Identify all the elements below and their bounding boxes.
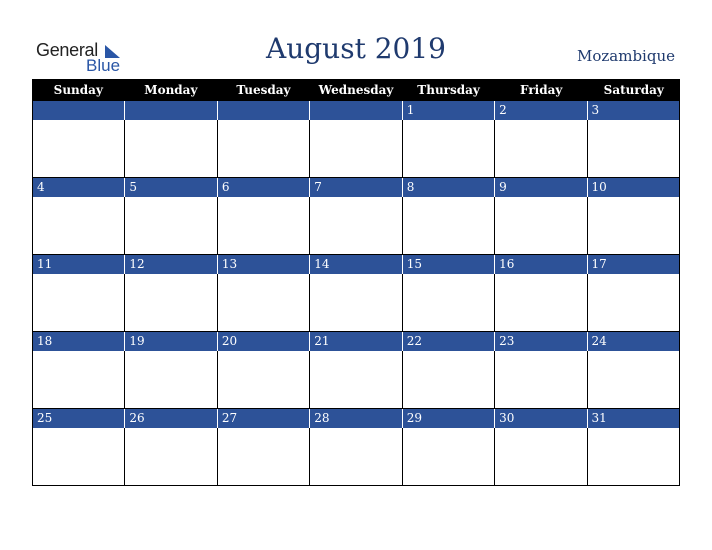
- day-number: [217, 101, 309, 120]
- day-number: 27: [217, 409, 309, 428]
- day-cell[interactable]: [587, 351, 679, 408]
- day-number: 7: [309, 178, 401, 197]
- day-cell[interactable]: [217, 120, 309, 177]
- day-cells: [33, 197, 679, 254]
- weekday-label: Sunday: [53, 83, 103, 97]
- day-cell[interactable]: [33, 274, 124, 331]
- day-cell[interactable]: [33, 351, 124, 408]
- day-cell[interactable]: [587, 274, 679, 331]
- day-cell[interactable]: [494, 351, 586, 408]
- day-cell[interactable]: [494, 274, 586, 331]
- day-number: 16: [494, 255, 586, 274]
- day-cell[interactable]: [124, 428, 216, 485]
- weekday-header: [32, 79, 680, 101]
- day-number-bar: [33, 409, 679, 428]
- day-number: 5: [124, 178, 216, 197]
- day-number: [309, 101, 401, 120]
- day-number: 8: [402, 178, 494, 197]
- day-number: 25: [37, 411, 53, 425]
- day-cell[interactable]: [124, 197, 216, 254]
- weekday-label: Monday: [144, 83, 198, 97]
- weeks-container: [32, 101, 680, 486]
- weekday-label: Tuesday: [236, 83, 291, 97]
- day-number: 19: [124, 332, 216, 351]
- weekday-label: Wednesday: [318, 83, 394, 97]
- day-cell[interactable]: [217, 197, 309, 254]
- day-number: 17: [587, 255, 679, 274]
- day-cell[interactable]: [587, 428, 679, 485]
- day-cell[interactable]: [124, 120, 216, 177]
- day-number: 29: [402, 409, 494, 428]
- day-cell[interactable]: [494, 428, 586, 485]
- day-number: 26: [124, 409, 216, 428]
- day-number: 2: [494, 101, 586, 120]
- day-cell[interactable]: [33, 120, 124, 177]
- weekday-label: Thursday: [417, 83, 480, 97]
- day-number: 15: [402, 255, 494, 274]
- day-number-bar: [33, 332, 679, 351]
- day-cell[interactable]: [217, 351, 309, 408]
- day-cell[interactable]: [309, 351, 401, 408]
- day-number: 23: [494, 332, 586, 351]
- day-number: 9: [494, 178, 586, 197]
- calendar-grid: [32, 79, 680, 486]
- day-cell[interactable]: [124, 274, 216, 331]
- day-number: 14: [309, 255, 401, 274]
- day-cell[interactable]: [402, 274, 494, 331]
- day-number-bar: [33, 178, 679, 197]
- day-cells: [33, 428, 679, 485]
- week-row: [32, 409, 680, 486]
- day-number: 6: [217, 178, 309, 197]
- day-cell[interactable]: [402, 197, 494, 254]
- logo-word-general: General: [36, 40, 98, 60]
- week-row: [32, 255, 680, 332]
- day-cells: [33, 351, 679, 408]
- day-number: 1: [402, 101, 494, 120]
- week-row: [32, 101, 680, 178]
- day-cell[interactable]: [33, 197, 124, 254]
- calendar-title: August 2019: [266, 32, 446, 65]
- day-cell[interactable]: [402, 351, 494, 408]
- day-cell[interactable]: [494, 197, 586, 254]
- weekday-label: Friday: [520, 83, 563, 97]
- day-number: 18: [37, 334, 53, 348]
- day-number: 3: [587, 101, 679, 120]
- day-cell[interactable]: [309, 274, 401, 331]
- day-number: [33, 101, 124, 120]
- day-number-bar: [33, 101, 679, 120]
- logo-word-blue: Blue: [86, 56, 121, 75]
- day-number: 4: [37, 180, 45, 194]
- day-cell[interactable]: [587, 197, 679, 254]
- day-number: 28: [309, 409, 401, 428]
- day-number: 10: [587, 178, 679, 197]
- day-cell[interactable]: [33, 428, 124, 485]
- week-row: [32, 332, 680, 409]
- day-cell[interactable]: [494, 120, 586, 177]
- day-cell[interactable]: [402, 428, 494, 485]
- week-row: [32, 178, 680, 255]
- day-cell[interactable]: [587, 120, 679, 177]
- day-cell[interactable]: [217, 274, 309, 331]
- country-label: Mozambique: [577, 47, 675, 65]
- day-number: 24: [587, 332, 679, 351]
- day-number: 31: [587, 409, 679, 428]
- day-number: 22: [402, 332, 494, 351]
- day-cells: [33, 274, 679, 331]
- day-number: 21: [309, 332, 401, 351]
- day-number: [124, 101, 216, 120]
- day-number: 20: [217, 332, 309, 351]
- day-cell[interactable]: [309, 197, 401, 254]
- day-number: 30: [494, 409, 586, 428]
- day-number-bar: [33, 255, 679, 274]
- day-number: 12: [124, 255, 216, 274]
- day-cell[interactable]: [309, 428, 401, 485]
- day-cell[interactable]: [309, 120, 401, 177]
- day-cells: [33, 120, 679, 177]
- day-number: 13: [217, 255, 309, 274]
- day-cell[interactable]: [217, 428, 309, 485]
- weekday-label: Saturday: [603, 83, 664, 97]
- day-cell[interactable]: [124, 351, 216, 408]
- day-cell[interactable]: [402, 120, 494, 177]
- day-number: 11: [37, 257, 53, 271]
